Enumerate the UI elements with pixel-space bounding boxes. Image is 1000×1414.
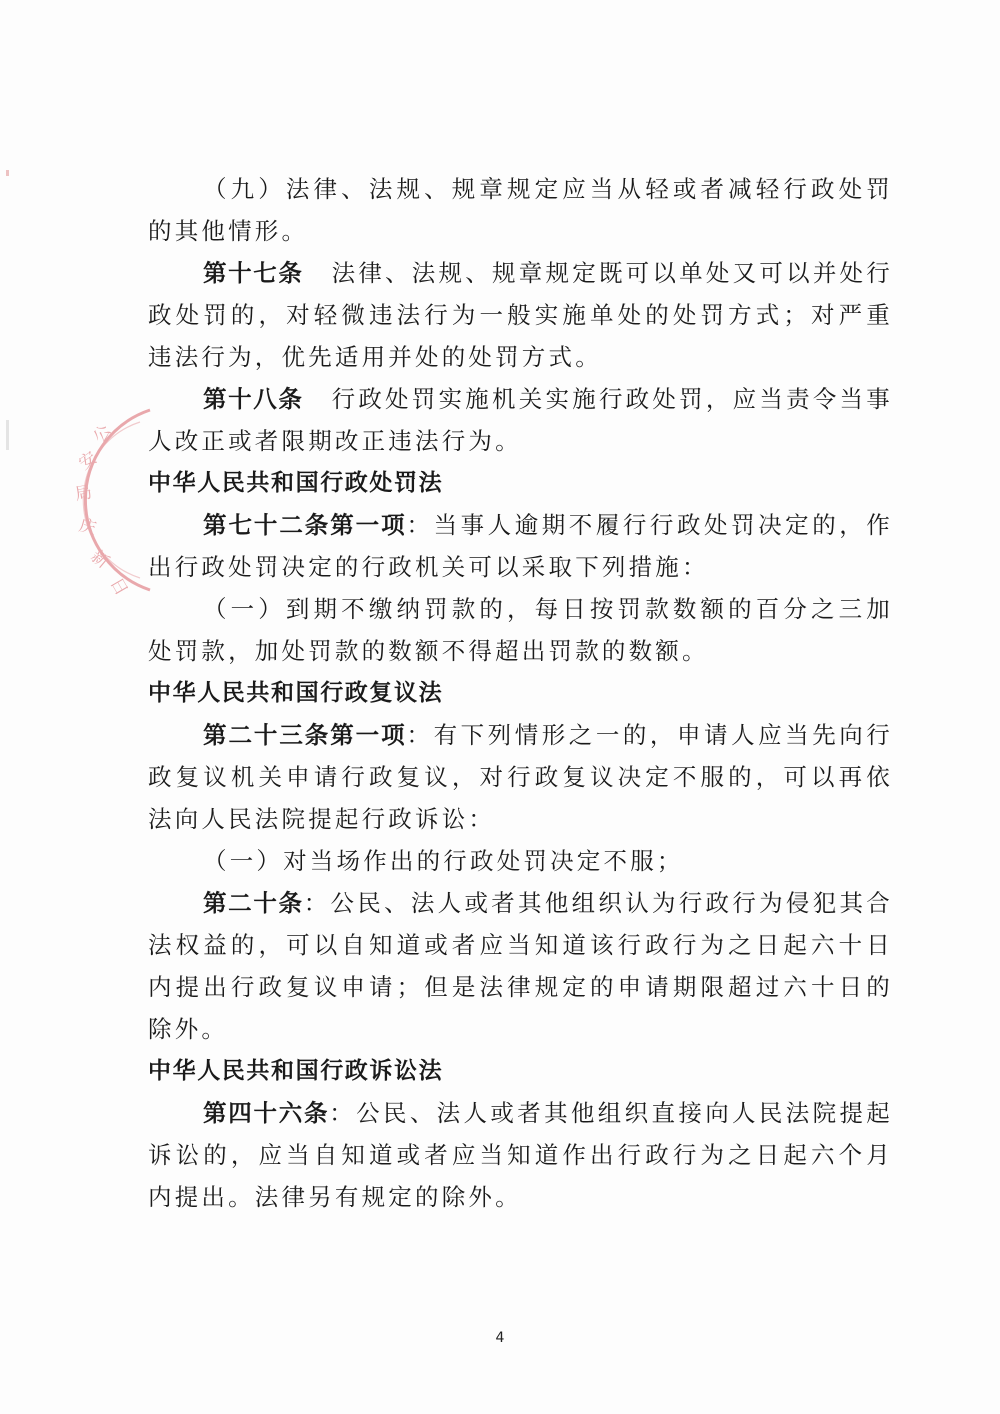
svg-text:庆: 庆 — [76, 515, 99, 540]
svg-text:安: 安 — [75, 447, 101, 475]
heading-administrative-litigation-law: 中华人民共和国行政诉讼法 — [148, 1058, 444, 1084]
heading-administrative-reconsideration-law: 中华人民共和国行政复议法 — [148, 680, 444, 706]
page-number: 4 — [495, 1330, 505, 1346]
article-20-text: ：公民、法人或者其他组织认为行政行为侵犯其合法权益的，可以自知道或者应当知道该行政行为之日起六十日内提出行政复议申请；但是法律规定的申请期限超过六十日的除外。 — [148, 889, 893, 1043]
paragraph-article-72 — [148, 504, 893, 588]
heading-administrative-penalty-law: 中华人民共和国行政处罚法 — [148, 470, 444, 496]
svg-text:日: 日 — [105, 574, 132, 600]
article-23-label: 第二十三条第一项 — [203, 721, 407, 749]
svg-text:新: 新 — [86, 546, 113, 573]
paragraph-article-23 — [148, 714, 893, 840]
article-72-text: ：当事人逾期不履行行政处罚决定的，作出行政处罚决定的行政机关可以采取下列措施： — [148, 511, 893, 581]
paragraph-article-18 — [148, 378, 893, 462]
paragraph-item-9: （九）法律、法规、规章规定应当从轻或者减轻行政处罚的其他情形。 — [148, 175, 893, 245]
scan-mark — [6, 420, 9, 450]
paragraph-article-23-item-1: （一）对当场作出的行政处罚决定不服； — [203, 847, 684, 875]
paragraph-article-20 — [148, 882, 893, 1050]
scan-mark — [6, 170, 9, 176]
document-body — [148, 168, 893, 1218]
paragraph-article-46 — [148, 1092, 893, 1218]
paragraph-article-17 — [148, 252, 893, 378]
article-17-text: 法律、法规、规章规定既可以单处又可以并处行政处罚的，对轻微违法行为一般实施单处的处罚方式；对严重违法行为，优先适用并处的处罚方式。 — [148, 259, 893, 371]
article-46-label: 第四十六条 — [203, 1099, 330, 1127]
svg-text:局: 局 — [73, 482, 94, 505]
article-17-label: 第十七条 — [203, 259, 304, 287]
article-72-label: 第七十二条第一项 — [203, 511, 407, 539]
svg-text:公: 公 — [89, 421, 116, 447]
paragraph-article-72-item-1: （一）到期不缴纳罚款的，每日按罚款数额的百分之三加处罚款，加处罚款的数额不得超出罚款的数额。 — [148, 595, 893, 665]
article-46-text: ：公民、法人或者其他组织直接向人民法院提起诉讼的，应当自知道或者应当知道作出行政行为之日起六个月内提出。法律另有规定的除外。 — [148, 1099, 894, 1211]
article-18-text: 行政处罚实施机关实施行政处罚，应当责令当事人改正或者限期改正违法行为。 — [148, 385, 893, 455]
article-20-label: 第二十条 — [203, 889, 304, 917]
article-23-text: ：有下列情形之一的，申请人应当先向行政复议机关申请行政复议，对行政复议决定不服的，可以再依法向人民法院提起行政诉讼： — [148, 721, 893, 833]
article-18-label: 第十八条 — [203, 385, 304, 413]
